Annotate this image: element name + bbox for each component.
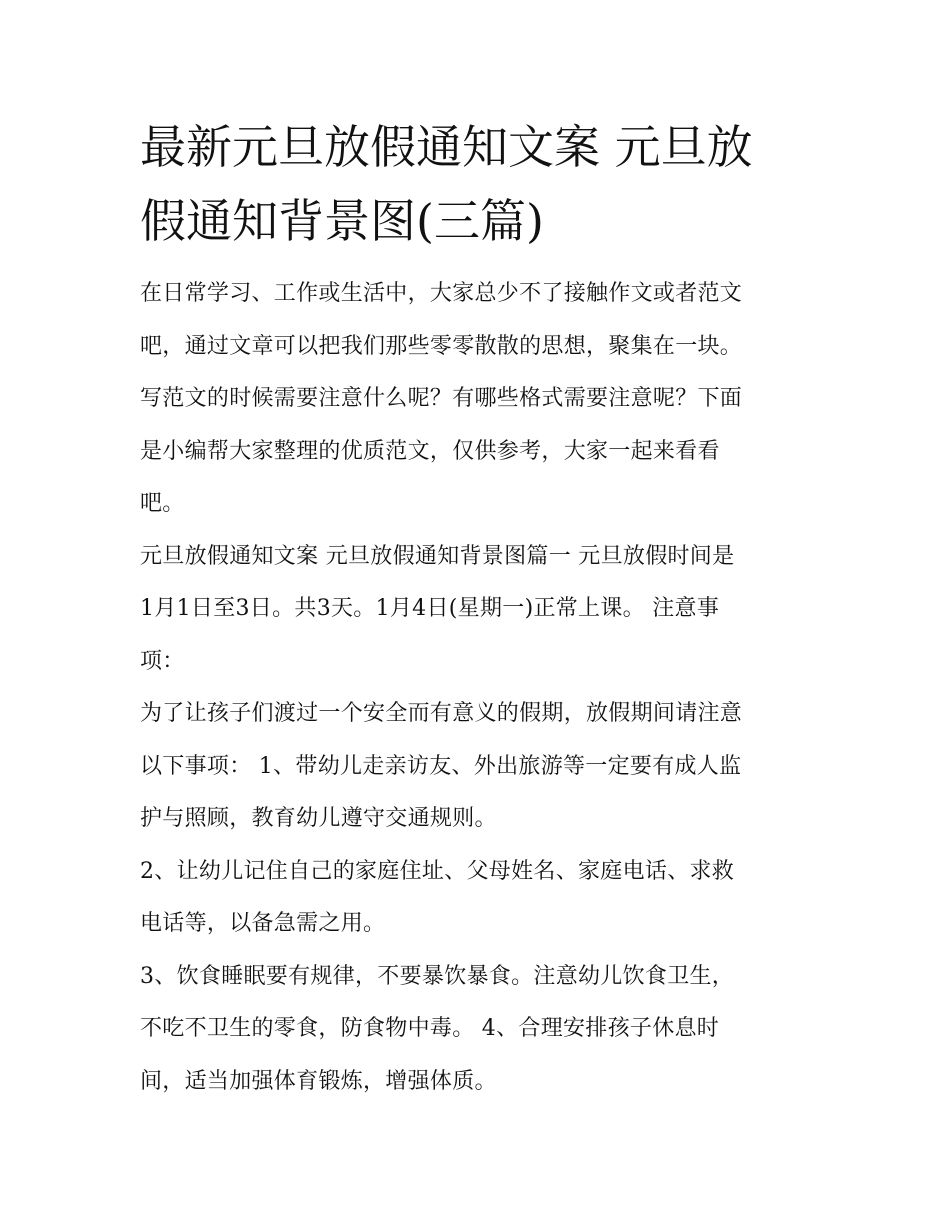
body-line: 在日常学习、工作或生活中，大家总少不了接触作文或者范文 xyxy=(140,281,743,306)
body-line: 间，适当加强体育锻炼，增强体质。 xyxy=(140,1068,497,1094)
body-line: 写范文的时候需要注意什么呢？有哪些格式需要注意呢？下面 xyxy=(140,386,743,411)
body-line: 护与照顾，教育幼儿遵守交通规则。 xyxy=(140,806,497,831)
body-line: 以下事项： 1、带幼儿走亲访友、外出旅游等一定要有成人监 xyxy=(140,753,742,779)
body-line: 元旦放假通知文案 元旦放假通知背景图篇一 元旦放假时间是 xyxy=(140,543,735,569)
body-line: 2、让幼儿记住自己的家庭住址、父母姓名、家庭电话、求救 xyxy=(140,858,735,884)
document-title xyxy=(140,110,812,258)
body-line: 不吃不卫生的零食，防食物中毒。 4、合理安排孩子休息时 xyxy=(140,1016,720,1041)
body-line: 吧，通过文章可以把我们那些零零散散的思想，聚集在一块。 xyxy=(140,333,743,359)
body-line: 3、饮食睡眠要有规律，不要暴饮暴食。注意幼儿饮食卫生， xyxy=(140,963,735,989)
body-line: 吧。 xyxy=(140,491,185,516)
body-line: 电话等，以备急需之用。 xyxy=(140,911,386,936)
document-content xyxy=(140,110,812,1108)
body-line: 是小编帮大家整理的优质范文，仅供参考，大家一起来看看 xyxy=(140,438,720,464)
title-line: 最新元旦放假通知文案 元旦放 xyxy=(140,120,753,174)
document-body xyxy=(140,268,812,1108)
body-line: 为了让孩子们渡过一个安全而有意义的假期，放假期间请注意 xyxy=(140,701,743,726)
title-line: 假通知背景图(三篇) xyxy=(140,194,544,248)
body-line: 项： xyxy=(140,648,185,674)
body-line: 1月1日至3日。共3天。1月4日(星期一)正常上课。 注意事 xyxy=(140,596,720,621)
